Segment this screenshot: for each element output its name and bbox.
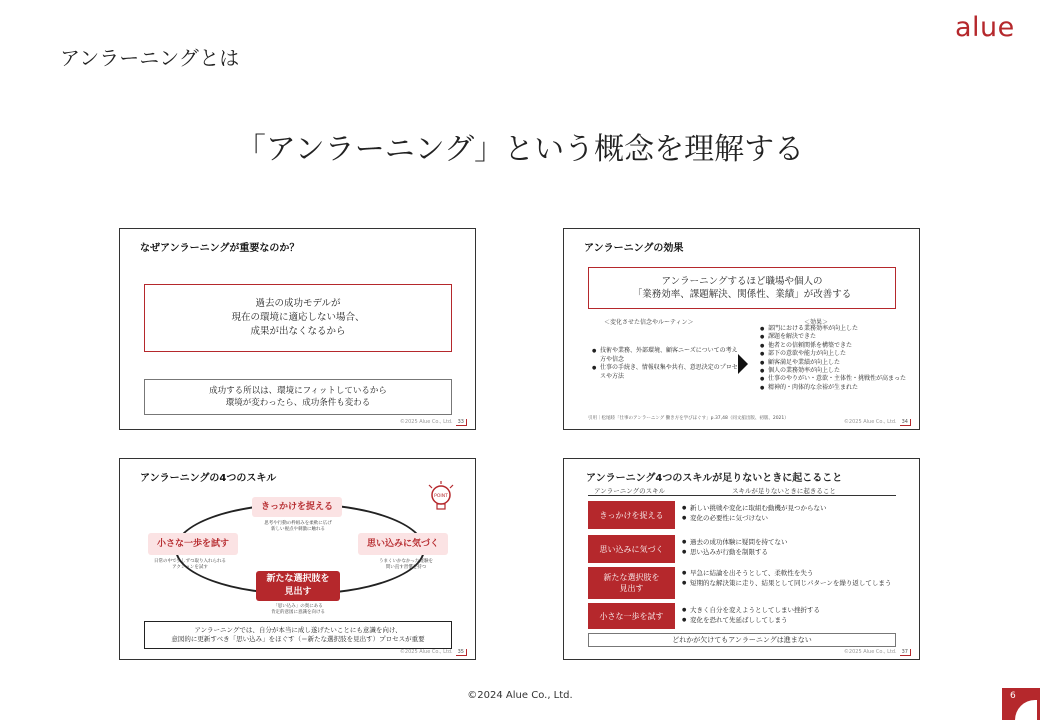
skill-notice-assumption: 思い込みに気づく bbox=[358, 533, 448, 555]
slide-title: アンラーニング4つのスキルが足りないときに起こること bbox=[586, 473, 843, 484]
summary-box: アンラーニングでは、自分が本当に成し遂げたいことにも意識を向け、 意図的に更新すべき「思い込み」をほぐす（＝新たな選択肢を見出す）プロセスが重要 bbox=[144, 621, 452, 649]
slide-footer: ©2025 Alue Co., Ltd. 35 bbox=[400, 649, 467, 656]
conclusion-box: どれかが欠けてもアンラーニングは進まない bbox=[588, 633, 896, 647]
list-item: ● 短期的な解決策に走り、結果として同じパターンを繰り返してしまう bbox=[682, 578, 897, 588]
list-item: ● 部門における業務効率が向上した bbox=[760, 325, 915, 333]
skill-note: 日常の中で少しずつ取り入れられる アクションを試す bbox=[154, 559, 226, 570]
lightbulb-icon bbox=[426, 481, 456, 515]
list-item: ● 部下の意欲や能力が向上した bbox=[760, 350, 915, 358]
effect-list bbox=[760, 325, 915, 392]
column-header: スキルが足りないときに起きること bbox=[732, 487, 836, 495]
list-item: ● 仕事の手続き、情報収集や共有、意思決定のプロセスや方法 bbox=[592, 364, 742, 381]
consequence-list bbox=[682, 503, 897, 523]
brand-mark-icon bbox=[1015, 700, 1037, 720]
citation: 引用｜松尾睦「仕事のアンラーニング 働き方を学びほぐす」p.37,48（同文舘出版、初版、2021） bbox=[588, 416, 789, 421]
skill-note: 「思い込み」の奥にある 肯定的意図に意識を向ける bbox=[271, 604, 325, 615]
list-item: ● 課題を解決できた bbox=[760, 333, 915, 341]
skill-new-option: 新たな選択肢を 見出す bbox=[256, 571, 340, 601]
slide-footer: ©2025 Alue Co., Ltd. 33 bbox=[400, 419, 467, 426]
list-item: ● 個人の業務効率が向上した bbox=[760, 367, 915, 375]
list-item: ● 大きく自分を変えようとしてしまい挫折する bbox=[682, 605, 897, 615]
main-title: 「アンラーニング」という概念を理解する bbox=[235, 132, 805, 167]
list-item: ● 思い込みが行動を制限する bbox=[682, 547, 897, 557]
list-item: ● 精神的・肉体的な余裕が生まれた bbox=[760, 384, 915, 392]
list-item: ● 変化の必要性に気づけない bbox=[682, 513, 897, 523]
alue-logo: alue bbox=[955, 12, 1015, 43]
page-number-tab bbox=[1002, 688, 1040, 720]
skill-label: 小さな一歩を試す bbox=[588, 603, 675, 629]
copyright: ©2024 Alue Co., Ltd. bbox=[467, 690, 573, 701]
slide-title: アンラーニングの効果 bbox=[584, 243, 684, 254]
list-item: ● 新しい挑戦や変化に取組む動機が見つからない bbox=[682, 503, 897, 513]
list-item: ● 早急に結論を出そうとして、柔軟性を失う bbox=[682, 568, 897, 578]
key-reason-box: 過去の成功モデルが 現在の環境に適応しない場合、 成果が出なくなるから bbox=[144, 284, 452, 352]
divider bbox=[588, 495, 896, 496]
skill-label: きっかけを捉える bbox=[588, 501, 675, 529]
skill-label: 新たな選択肢を 見出す bbox=[588, 567, 675, 599]
page-heading: アンラーニングとは bbox=[60, 46, 240, 70]
point-label: POINT bbox=[434, 494, 448, 499]
slide-footer: ©2025 Alue Co., Ltd. 37 bbox=[844, 649, 911, 656]
list-item: ● 技術や業務、外部環境、顧客ニーズについての考え方や信念 bbox=[592, 347, 742, 364]
right-column-heading: ＜効果＞ bbox=[804, 319, 829, 326]
slide-thumbnail-33 bbox=[119, 228, 476, 430]
slide-footer: ©2025 Alue Co., Ltd. 34 bbox=[844, 419, 911, 426]
slide-page-number: 35 bbox=[456, 649, 467, 656]
explanation-box: 成功する所以は、環境にフィットしているから 環境が変わったら、成功条件も変わる bbox=[144, 379, 452, 415]
list-item: ● 過去の成功体験に疑問を持てない bbox=[682, 537, 897, 547]
skill-label: 思い込みに気づく bbox=[588, 535, 675, 563]
arrow-right-icon bbox=[738, 354, 748, 374]
consequence-list bbox=[682, 568, 897, 588]
slide-thumbnail-34 bbox=[563, 228, 920, 430]
skill-note: うまくいかなかった経験を 問い直す習慣を持つ bbox=[379, 559, 433, 570]
list-item: ● 仕事のやりがい・意欲・主体性・挑戦性が高まった bbox=[760, 375, 915, 383]
effect-summary-box: アンラーニングするほど職場や個人の 「業務効率、課題解決、関係性、業績」が改善する bbox=[588, 267, 896, 309]
slide-page-number: 33 bbox=[456, 419, 467, 426]
slide-title: なぜアンラーニングが重要なのか？ bbox=[140, 243, 300, 254]
page-number: 6 bbox=[1010, 691, 1016, 701]
slide-thumbnail-37 bbox=[563, 458, 920, 660]
skill-catch-trigger: きっかけを捉える bbox=[252, 497, 342, 517]
belief-list bbox=[592, 347, 742, 381]
left-column-heading: ＜変化させた信念やルーティン＞ bbox=[604, 319, 694, 326]
consequence-list bbox=[682, 605, 897, 625]
skill-note: 思考や行動の枠組みを柔軟に広げ 新しい視点や刺激に触れる bbox=[264, 521, 332, 532]
slide-title: アンラーニングの4つのスキル bbox=[140, 473, 277, 484]
consequence-list bbox=[682, 537, 897, 557]
slide-page-number: 37 bbox=[900, 649, 911, 656]
list-item: ● 他者との信頼関係を構築できた bbox=[760, 342, 915, 350]
slide-thumbnail-35 bbox=[119, 458, 476, 660]
slide-page-number: 34 bbox=[900, 419, 911, 426]
skill-small-step: 小さな一歩を試す bbox=[148, 533, 238, 555]
list-item: ● 顧客満足や業績が向上した bbox=[760, 359, 915, 367]
column-header: アンラーニングのスキル bbox=[594, 487, 666, 495]
list-item: ● 変化を恐れて先延ばししてしまう bbox=[682, 615, 897, 625]
